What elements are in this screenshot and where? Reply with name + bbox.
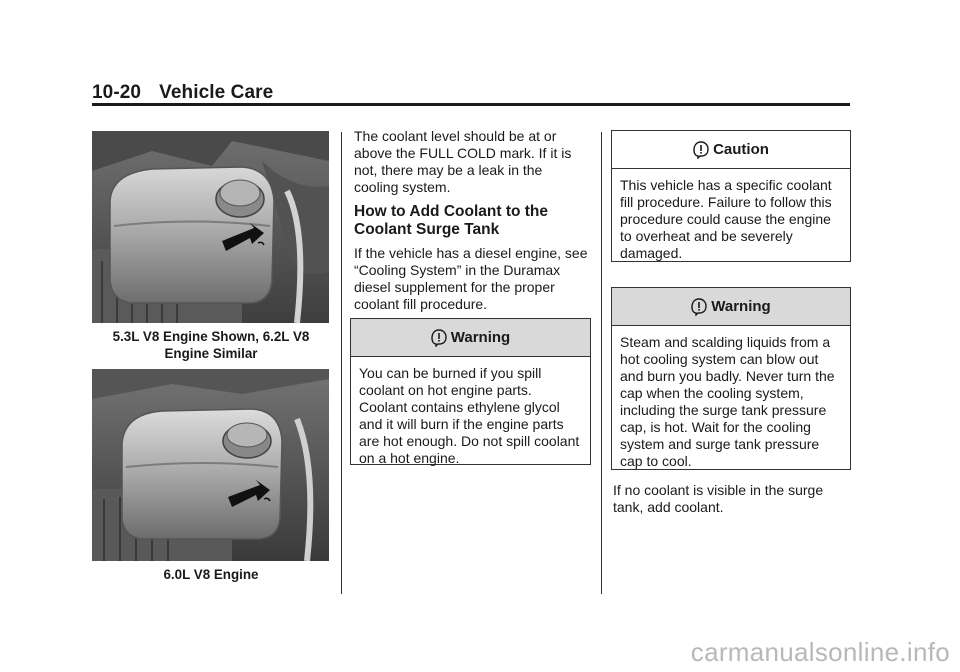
warning-icon: [431, 329, 447, 347]
column-divider-2: [601, 132, 602, 594]
warning-box-steam: [611, 287, 851, 470]
caution-text: This vehicle has a specific coolant fill procedure. Failure to follow this procedure could cause the engine to overheat and be severely damaged.: [620, 177, 832, 261]
warning-box-burn: [350, 318, 591, 465]
engine-photo-2: [92, 369, 329, 561]
photo-2-caption: 6.0L V8 Engine: [163, 567, 259, 582]
section-title: Vehicle Care: [159, 82, 274, 103]
caution-box: [611, 130, 851, 262]
section-heading: How to Add Coolant to the Coolant Surge Tank: [354, 203, 548, 238]
page-number: 10-20: [92, 82, 142, 103]
warning-box-header: [351, 319, 590, 357]
caution-title: Caution: [713, 141, 769, 158]
caution-box-header: [612, 131, 850, 169]
photo-1-caption: 5.3L V8 Engine Shown, 6.2L V8 Engine Similar: [112, 329, 310, 361]
page-header: [92, 82, 273, 104]
add-coolant-paragraph: If no coolant is visible in the surge tank, add coolant.: [613, 482, 824, 515]
warning-icon: [691, 298, 707, 316]
diesel-note-paragraph: If the vehicle has a diesel engine, see “Cooling System” in the Duramax diesel supplement for the proper coolant fill procedure.: [354, 245, 588, 312]
column-divider-1: [341, 132, 342, 594]
warning-title: Warning: [711, 298, 771, 315]
warning-title: Warning: [450, 329, 511, 346]
watermark: carmanualsonline.info: [690, 637, 950, 667]
coolant-level-paragraph: The coolant level should be at or above the FULL COLD mark. If it is not, there may be a leak in the cooling system.: [354, 128, 572, 195]
warning-text: You can be burned if you spill coolant on hot engine parts. Coolant contains ethylene glycol and it will burn if the engine parts are hot enough. Do not spill coolant on a hot engine.: [359, 365, 580, 466]
warning-box-header: [612, 288, 850, 326]
engine-photo-1: [92, 131, 329, 323]
warning-text: Steam and scalding liquids from a hot cooling system can blow out and burn you badly. Never turn the cap when the cooling system, including the surge tank pressure cap, is hot. Wait for the cooling system and surge tank pressure cap to cool.: [620, 334, 835, 469]
caution-icon: [693, 141, 709, 159]
header-rule: [92, 103, 850, 106]
